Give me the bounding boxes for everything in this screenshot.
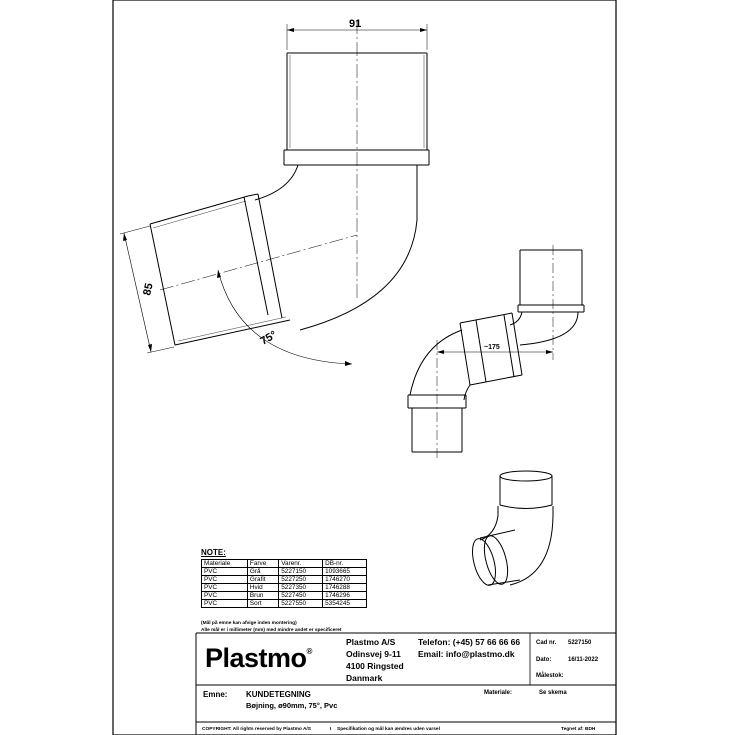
table-cell: Sort bbox=[247, 600, 278, 608]
company-country: Danmark bbox=[346, 673, 383, 683]
remark-tolerance: (Mål på emne kan afvige inden montering) bbox=[201, 621, 297, 626]
cad-label: Cad nr. bbox=[536, 640, 557, 646]
scale-label: Målestok: bbox=[536, 673, 564, 679]
table-cell: 5354245 bbox=[323, 600, 367, 608]
table-cell: 5227550 bbox=[279, 600, 323, 608]
dimension-angle-label: 75° bbox=[258, 328, 279, 348]
table-cell: 5227450 bbox=[279, 592, 323, 600]
drawn-by-value: BDH bbox=[585, 727, 596, 732]
table-cell: 5227250 bbox=[279, 576, 323, 584]
plastmo-logo: Plastmo® bbox=[205, 643, 312, 673]
table-cell: PVC bbox=[202, 584, 248, 592]
table-cell: PVC bbox=[202, 568, 248, 576]
remark-units: Alle mål er i millimeter (mm) med mindre andet er specificeret bbox=[201, 628, 342, 633]
drawn-by-label: Tegnet af: bbox=[561, 727, 584, 732]
table-cell: Varenr. bbox=[279, 560, 323, 568]
company-city: 4100 Ringsted bbox=[346, 661, 404, 671]
table-cell: 5227350 bbox=[279, 584, 323, 592]
dimension-offset-label: ~175 bbox=[484, 344, 500, 351]
company-name: Plastmo A/S bbox=[346, 637, 396, 647]
product-table bbox=[201, 559, 367, 608]
table-cell: DB-nr. bbox=[323, 560, 367, 568]
table-header-row bbox=[202, 560, 367, 568]
table-row bbox=[202, 584, 367, 592]
subject-title: KUNDETEGNING bbox=[246, 690, 311, 699]
table-cell: Hvid bbox=[247, 584, 278, 592]
table-row bbox=[202, 576, 367, 584]
date-value: 16/11-2022 bbox=[568, 657, 599, 663]
table-row bbox=[202, 600, 367, 608]
table-row bbox=[202, 592, 367, 600]
company-email: Email: info@plastmo.dk bbox=[418, 649, 515, 659]
footer-copyright: COPYRIGHT: All rights reserved by Plastmo A/S bbox=[202, 727, 311, 732]
subject-label: Emne: bbox=[203, 690, 228, 699]
table-cell: PVC bbox=[202, 576, 248, 584]
footer-spec: Specifikation og mål kan ændres uden varsel bbox=[337, 727, 440, 732]
table-cell: Grå bbox=[247, 568, 278, 576]
note-block bbox=[201, 548, 367, 608]
dimension-height-label: 85 bbox=[141, 282, 156, 297]
footer-separator: I bbox=[330, 727, 332, 732]
subject-description: Bøjning, ø90mm, 75°, Pvc bbox=[246, 701, 338, 710]
table-cell: 1746288 bbox=[323, 584, 367, 592]
table-cell: Materiale bbox=[202, 560, 248, 568]
table-cell: Farve bbox=[247, 560, 278, 568]
table-cell: PVC bbox=[202, 592, 248, 600]
note-title: NOTE: bbox=[201, 548, 226, 557]
table-cell: 5227150 bbox=[279, 568, 323, 576]
company-phone: Telefon: (+45) 57 66 66 66 bbox=[418, 637, 521, 647]
dimension-width-label: 91 bbox=[349, 18, 362, 30]
material-label: Materiale: bbox=[484, 690, 513, 696]
date-label: Dato: bbox=[536, 657, 552, 663]
table-cell: Grafit bbox=[247, 576, 278, 584]
material-value: Se skema bbox=[539, 690, 567, 696]
cad-value: 5227150 bbox=[568, 640, 592, 646]
table-cell: PVC bbox=[202, 600, 248, 608]
table-cell: 1746270 bbox=[323, 576, 367, 584]
table-cell: 1093665 bbox=[323, 568, 367, 576]
table-row bbox=[202, 568, 367, 576]
company-street: Odinsvej 9-11 bbox=[346, 649, 401, 659]
table-cell: 1746296 bbox=[323, 592, 367, 600]
table-cell: Brun bbox=[247, 592, 278, 600]
